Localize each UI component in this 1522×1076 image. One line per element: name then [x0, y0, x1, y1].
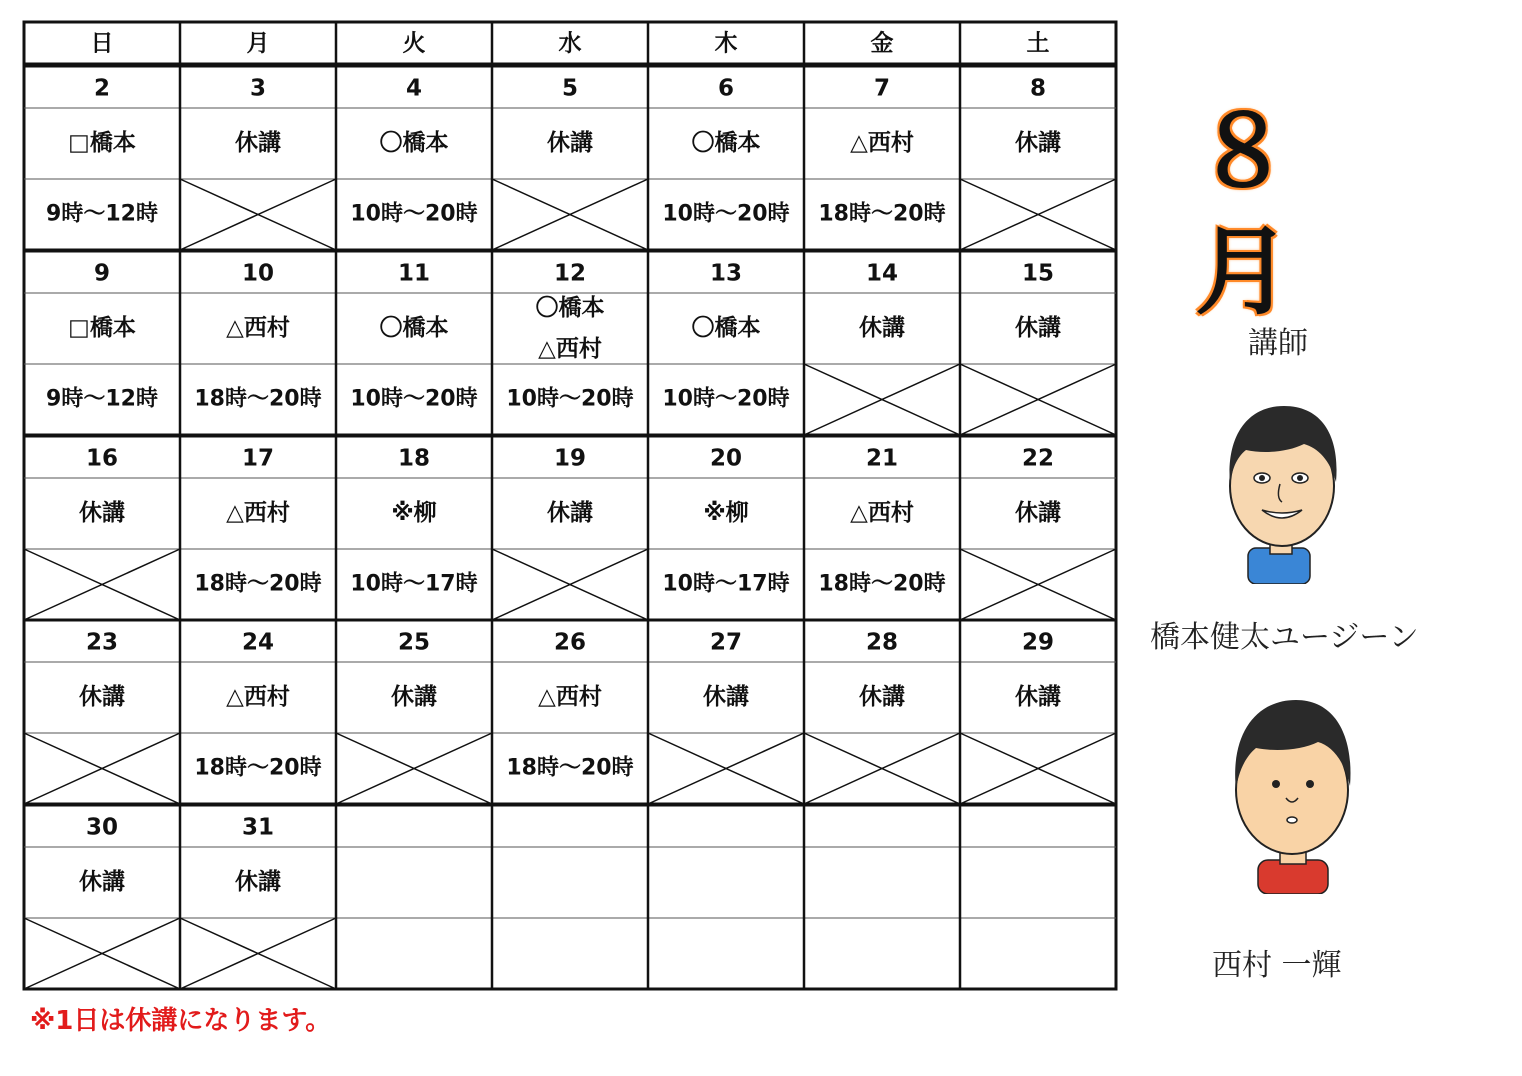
- mouth: [1287, 817, 1297, 823]
- teacher-label: △西村: [850, 130, 914, 156]
- weekday-label: 金: [870, 30, 894, 57]
- instructor-portrait-hashimoto: [1222, 398, 1344, 584]
- teacher-label: ※柳: [391, 500, 437, 526]
- teacher-label: 休講: [1015, 315, 1061, 341]
- day-number: 16: [85, 445, 119, 472]
- day-number: 4: [405, 75, 423, 102]
- left-eye: [1272, 780, 1280, 788]
- teacher-label: 休講: [235, 130, 281, 156]
- teacher-label: □橋本: [68, 130, 136, 156]
- teacher-label: △西村: [538, 336, 602, 362]
- day-number: 31: [241, 814, 275, 841]
- teacher-label: △西村: [226, 315, 290, 341]
- day-number: 2: [93, 75, 111, 102]
- day-number: 23: [85, 629, 119, 656]
- teacher-label: ※柳: [703, 500, 749, 526]
- weekday-label: 水: [558, 30, 582, 57]
- teacher-label: △西村: [226, 500, 290, 526]
- day-number: 3: [249, 75, 267, 102]
- time-range: 10時～17時: [350, 571, 478, 597]
- day-number: 15: [1021, 260, 1055, 287]
- day-number: 30: [85, 814, 119, 841]
- day-number: 18: [397, 445, 431, 472]
- day-number: 12: [553, 260, 587, 287]
- instructor-name-2: 西村 一輝: [1212, 948, 1342, 983]
- teacher-label: △西村: [226, 684, 290, 710]
- weekday-label: 月: [246, 30, 270, 57]
- weekday-label: 火: [402, 30, 426, 57]
- weekday-label: 木: [714, 30, 738, 57]
- month-title: ８月: [1195, 96, 1297, 328]
- teacher-label: 休講: [1015, 130, 1061, 156]
- day-number: 10: [241, 260, 275, 287]
- day-number: 13: [709, 260, 743, 287]
- time-range: 18時～20時: [194, 571, 322, 597]
- teacher-label: 〇橋本: [535, 295, 605, 321]
- teacher-label: 休講: [79, 869, 125, 895]
- teacher-label: 休講: [703, 684, 749, 710]
- time-range: 9時～12時: [46, 201, 158, 227]
- teacher-label: 休講: [1015, 500, 1061, 526]
- time-range: 10時～20時: [350, 201, 478, 227]
- weekday-label: 土: [1026, 30, 1050, 57]
- day-number: 5: [561, 75, 579, 102]
- day-number: 9: [93, 260, 111, 287]
- instructor-heading: 講師: [1248, 326, 1308, 361]
- time-range: 18時～20時: [818, 571, 946, 597]
- teacher-label: 〇橋本: [691, 130, 761, 156]
- time-range: 10時～20時: [506, 386, 634, 412]
- day-number: 24: [241, 629, 275, 656]
- day-number: 25: [397, 629, 431, 656]
- teacher-label: 休講: [547, 130, 593, 156]
- footnote: ※1日は休講になります。: [30, 1006, 332, 1036]
- time-range: 18時～20時: [194, 755, 322, 781]
- day-number: 7: [873, 75, 891, 102]
- day-number: 19: [553, 445, 587, 472]
- teacher-label: □橋本: [68, 315, 136, 341]
- day-number: 26: [553, 629, 587, 656]
- teacher-label: 休講: [547, 500, 593, 526]
- day-number: 29: [1021, 629, 1055, 656]
- day-number: 27: [709, 629, 743, 656]
- time-range: 10時～20時: [350, 386, 478, 412]
- teacher-label: 休講: [1015, 684, 1061, 710]
- day-number: 20: [709, 445, 743, 472]
- right-eye: [1306, 780, 1314, 788]
- instructor-name-1: 橋本健太ユージーン: [1150, 620, 1419, 655]
- teacher-label: △西村: [850, 500, 914, 526]
- teacher-label: △西村: [538, 684, 602, 710]
- time-range: 18時～20時: [818, 201, 946, 227]
- day-number: 6: [717, 75, 735, 102]
- day-number: 28: [865, 629, 899, 656]
- teacher-label: 〇橋本: [379, 130, 449, 156]
- teacher-label: 休講: [235, 869, 281, 895]
- weekday-label: 日: [90, 30, 114, 57]
- day-number: 22: [1021, 445, 1055, 472]
- teacher-label: 〇橋本: [379, 315, 449, 341]
- shirt: [1258, 860, 1328, 894]
- teacher-label: 休講: [79, 500, 125, 526]
- day-number: 14: [865, 260, 899, 287]
- teacher-label: 休講: [859, 315, 905, 341]
- week-row: [24, 805, 1116, 989]
- instructor-portrait-nishimura: [1222, 694, 1362, 894]
- time-range: 10時～20時: [662, 386, 790, 412]
- time-range: 9時～12時: [46, 386, 158, 412]
- teacher-label: 〇橋本: [691, 315, 761, 341]
- day-number: 11: [397, 260, 431, 287]
- teacher-label: 休講: [859, 684, 905, 710]
- time-range: 10時～17時: [662, 571, 790, 597]
- time-range: 18時～20時: [506, 755, 634, 781]
- time-range: 18時～20時: [194, 386, 322, 412]
- time-range: 10時～20時: [662, 201, 790, 227]
- day-number: 8: [1029, 75, 1047, 102]
- teacher-label: 休講: [79, 684, 125, 710]
- day-number: 17: [241, 445, 275, 472]
- teacher-label: 休講: [391, 684, 437, 710]
- day-number: 21: [865, 445, 899, 472]
